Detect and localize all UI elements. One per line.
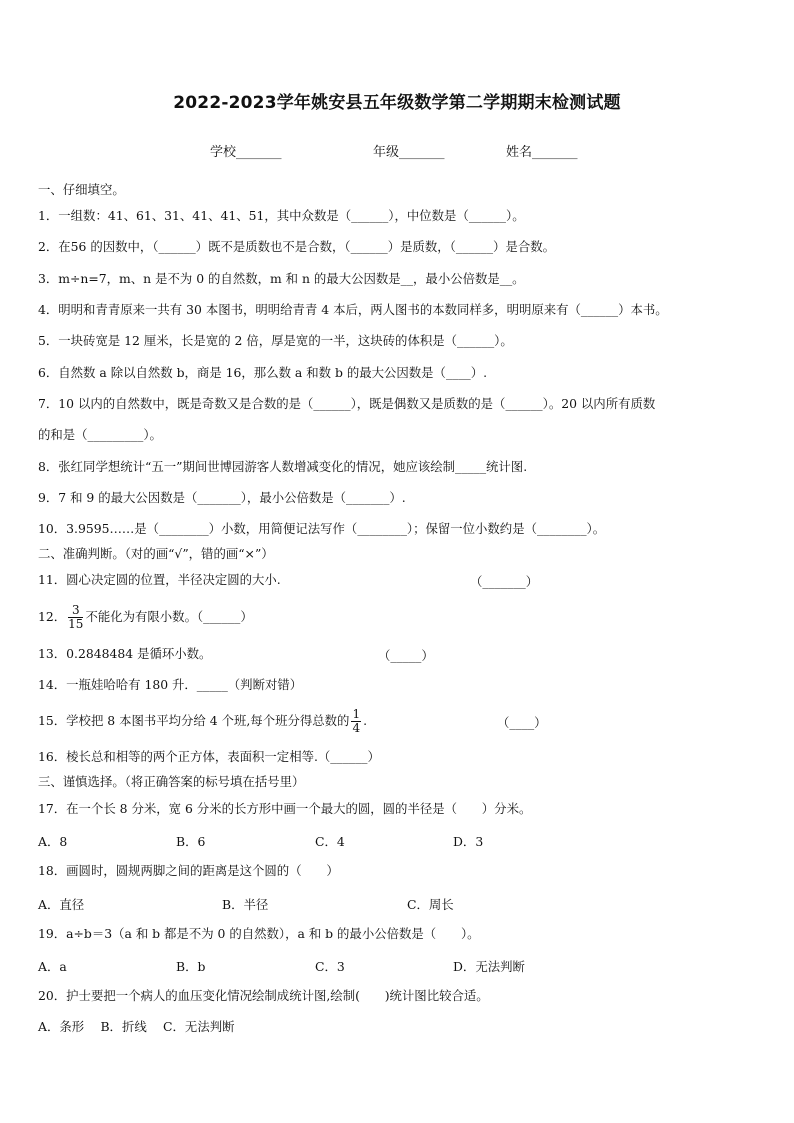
question-13-blank[interactable]: （_____） [378, 648, 434, 663]
question-8: 8．张红同学想统计“五一”期间世博园游客人数增减变化的情况，她应该绘制_____统计图. [38, 459, 528, 474]
question-15-period: . [363, 713, 368, 728]
question-14: 14．一瓶娃哈哈有 180 升．_____（判断对错） [38, 677, 303, 692]
q19-option-d[interactable]: D．无法判断 [453, 959, 525, 974]
question-10: 10．3.9595……是（________）小数，用简便记法写作（________）；保留一位小数约是（________）。 [38, 521, 606, 536]
fraction-numerator: 1 [352, 707, 361, 721]
question-15 [38, 704, 367, 738]
question-5: 5．一块砖宽是 12 厘米，长是宽的 2 倍，厚是宽的一半，这块砖的体积是（______）。 [38, 333, 513, 348]
question-15-blank[interactable]: （____） [497, 715, 547, 730]
page-title: 2022-2023学年姚安县五年级数学第二学期期末检测试题 [173, 93, 621, 113]
section-heading-judge: 二、准确判断。（对的画“√”，错的画“×”） [38, 546, 274, 561]
q19-option-c[interactable]: C．3 [315, 959, 345, 974]
question-13: 13．0.2848484 是循环小数。 [38, 646, 212, 661]
question-12 [38, 600, 253, 634]
section-heading-choice: 三、谨慎选择。（将正确答案的标号填在括号里） [38, 774, 305, 789]
name-field[interactable]: 姓名_______ [506, 145, 578, 160]
question-12-number: 12． [38, 609, 67, 624]
question-11: 11．圆心决定圆的位置，半径决定圆的大小. [38, 572, 281, 587]
q19-option-a[interactable]: A．a [38, 959, 67, 974]
q17-option-d[interactable]: D．3 [453, 834, 484, 849]
grade-field[interactable]: 年级_______ [373, 145, 445, 160]
question-19: 19．a÷b＝3（a 和 b 都是不为 0 的自然数），a 和 b 的最小公倍数是（ ）。 [38, 926, 480, 941]
question-3: 3．m÷n=7，m、n 是不为 0 的自然数，m 和 n 的最大公因数是__，最小公倍数是__。 [38, 271, 525, 286]
fraction-denominator: 15 [68, 617, 84, 631]
question-7-line-1: 7．10 以内的自然数中，既是奇数又是合数的是（______），既是偶数又是质数的是（______）。20 以内所有质数 [38, 396, 656, 411]
question-15-text: 15．学校把 8 本图书平均分给 4 个班,每个班分得总数的 [38, 713, 350, 728]
school-field[interactable]: 学校_______ [210, 145, 282, 160]
section-heading-fill-in: 一、仔细填空。 [38, 182, 125, 197]
q20-options[interactable]: A．条形 B．折线 C．无法判断 [38, 1019, 235, 1034]
question-6: 6．自然数 a 除以自然数 b，商是 16，那么数 a 和数 b 的最大公因数是（____）. [38, 365, 488, 380]
question-20: 20．护士要把一个病人的血压变化情况绘制成统计图,绘制( )统计图比较合适。 [38, 988, 489, 1003]
question-17: 17．在一个长 8 分米，宽 6 分米的长方形中画一个最大的圆，圆的半径是（ ）分米。 [38, 801, 532, 816]
question-1: 1．一组数：41、61、31、41、41、51，其中众数是（______），中位数是（______）。 [38, 208, 525, 223]
fraction-numerator: 3 [68, 604, 83, 618]
q17-option-c[interactable]: C．4 [315, 834, 345, 849]
question-4: 4．明明和青青原来一共有 30 本图书，明明给青青 4 本后，两人图书的本数同样多，明明原来有（______）本书。 [38, 302, 668, 317]
fraction-3-15 [68, 604, 83, 631]
fraction-denominator: 4 [352, 721, 361, 735]
question-16: 16．棱长总和相等的两个正方体，表面积一定相等.（______） [38, 749, 380, 764]
question-11-blank[interactable]: （_______） [470, 574, 539, 589]
q18-option-a[interactable]: A．直径 [38, 897, 85, 912]
question-9: 9．7 和 9 的最大公因数是（_______），最小公倍数是（_______）. [38, 490, 406, 505]
q17-option-b[interactable]: B．6 [176, 834, 206, 849]
question-12-text: 不能化为有限小数。（______） [85, 609, 253, 624]
question-2: 2．在56 的因数中，（______）既不是质数也不是合数，（______）是质数，（______）是合数。 [38, 239, 556, 254]
q18-option-b[interactable]: B．半径 [222, 897, 269, 912]
fraction-1-4 [351, 708, 361, 735]
question-7-line-2: 的和是（_________）。 [38, 427, 162, 442]
q19-option-b[interactable]: B．b [176, 959, 206, 974]
q18-option-c[interactable]: C．周长 [407, 897, 454, 912]
q17-option-a[interactable]: A．8 [38, 834, 68, 849]
question-18: 18．画圆时，圆规两脚之间的距离是这个圆的（ ） [38, 863, 339, 878]
